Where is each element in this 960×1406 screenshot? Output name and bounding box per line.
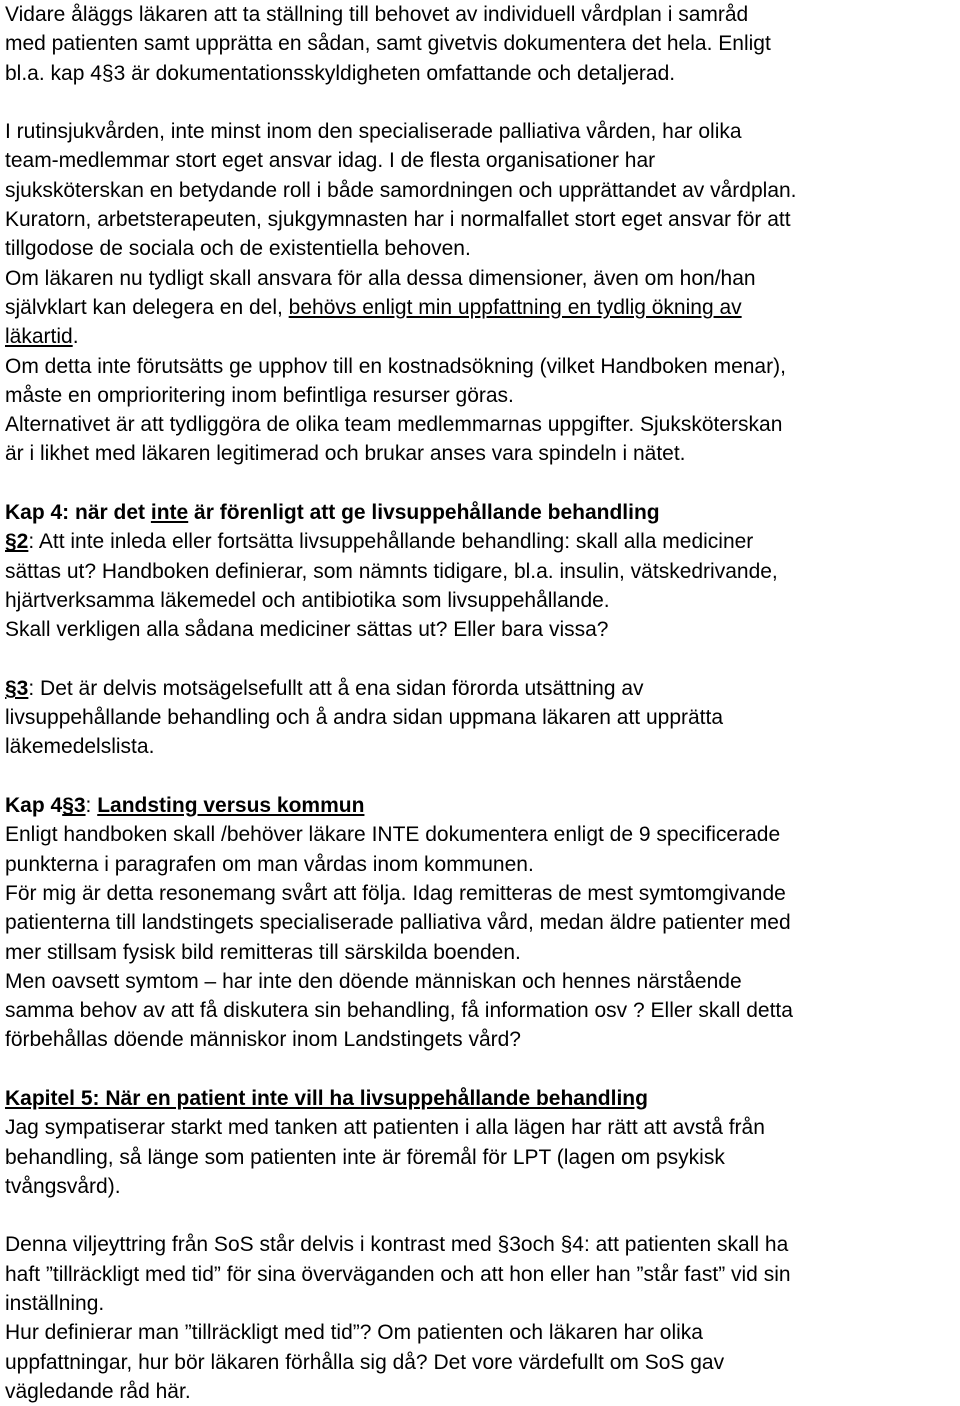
text-segment: . bbox=[72, 325, 79, 349]
text-segment: §3 bbox=[62, 794, 86, 818]
text-segment: Jag sympatiserar starkt med tanken att patienten i alla lägen har rätt att avstå från bbox=[5, 1116, 765, 1140]
text-segment: Hur definierar man ”tillräckligt med tid”? Om patienten och läkaren har olika bbox=[5, 1321, 703, 1345]
text-segment: Om detta inte förutsätts ge upphov till en kostnadsökning (vilket Handboken menar), bbox=[5, 354, 786, 378]
text-line bbox=[5, 586, 957, 615]
text-line bbox=[5, 703, 957, 732]
text-line bbox=[5, 29, 957, 58]
text-segment: livsuppehållande behandling och å andra sidan uppmana läkaren att upprätta bbox=[5, 706, 724, 730]
text-line bbox=[5, 732, 957, 761]
text-segment: läkartid bbox=[5, 325, 73, 349]
text-line bbox=[5, 1143, 957, 1172]
text-line bbox=[5, 557, 957, 586]
text-segment: Kap 4 bbox=[5, 794, 63, 818]
text-line bbox=[5, 410, 957, 439]
text-line bbox=[5, 1318, 957, 1347]
text-segment: tvångsvård). bbox=[5, 1174, 121, 1198]
text-segment: : Att inte inleda eller fortsätta livsuppehållande behandling: skall alla mediciner bbox=[28, 530, 754, 554]
text-segment: Skall verkligen alla sådana mediciner sättas ut? Eller bara vissa? bbox=[5, 618, 609, 642]
text-segment: Om läkaren nu tydligt skall ansvara för alla dessa dimensioner, även om hon/han bbox=[5, 266, 756, 290]
text-line bbox=[5, 146, 957, 175]
text-line bbox=[5, 996, 957, 1025]
text-segment: Kapitel 5: När en patient inte vill ha livsuppehållande behandling bbox=[5, 1086, 648, 1110]
text-segment: behandling, så länge som patienten inte är föremål för LPT (lagen om psykisk bbox=[5, 1145, 725, 1169]
text-segment: måste en omprioritering inom befintliga resurser göras. bbox=[5, 383, 514, 407]
text-block-p1 bbox=[5, 0, 957, 88]
text-segment: vägledande råd här. bbox=[5, 1379, 191, 1403]
paragraph-gap bbox=[5, 645, 957, 674]
text-segment: Denna viljeyttring från SoS står delvis i kontrast med §3och §4: att patienten skall ha bbox=[5, 1233, 789, 1257]
text-line bbox=[5, 264, 957, 293]
text-segment: Men oavsett symtom – har inte den döende människan och hennes närstående bbox=[5, 969, 742, 993]
text-line bbox=[5, 1025, 957, 1054]
text-line bbox=[5, 117, 957, 146]
text-line bbox=[5, 820, 957, 849]
text-line bbox=[5, 439, 957, 468]
text-segment: förbehållas döende människor inom Landstingets vård? bbox=[5, 1028, 521, 1052]
text-segment: uppfattningar, hur bör läkaren förhålla sig då? Det vore värdefullt om SoS gav bbox=[5, 1350, 725, 1374]
text-segment: självklart kan delegera en del, bbox=[5, 295, 289, 319]
text-segment: med patienten samt upprätta en sådan, samt givetvis dokumentera det hela. Enligt bbox=[5, 32, 771, 56]
paragraph-gap bbox=[5, 1055, 957, 1084]
text-line bbox=[5, 322, 957, 351]
text-line bbox=[5, 59, 957, 88]
text-line bbox=[5, 938, 957, 967]
text-line bbox=[5, 0, 957, 29]
text-segment: punkterna i paragrafen om man vårdas inom kommunen. bbox=[5, 852, 534, 876]
text-segment: team-medlemmar stort eget ansvar idag. I de flesta organisationer har bbox=[5, 149, 656, 173]
text-segment: Kap 4: när det bbox=[5, 501, 151, 525]
text-segment: bl.a. kap 4§3 är dokumentationsskyldigheten omfattande och detaljerad. bbox=[5, 61, 676, 85]
text-segment: För mig är detta resonemang svårt att följa. Idag remitteras de mest symtomgivande bbox=[5, 881, 786, 905]
text-line bbox=[5, 381, 957, 410]
text-segment: sättas ut? Handboken definierar, som nämnts tidigare, bl.a. insulin, vätskedrivande, bbox=[5, 559, 778, 583]
text-segment: Alternativet är att tydliggöra de olika team medlemmarnas uppgifter. Sjuksköterskan bbox=[5, 413, 783, 437]
text-segment: I rutinsjukvården, inte minst inom den specialiserade palliativa vården, har olika bbox=[5, 120, 742, 144]
text-segment: inte bbox=[150, 501, 189, 525]
text-block-p2 bbox=[5, 117, 957, 469]
text-segment: Landsting versus kommun bbox=[97, 794, 365, 818]
text-segment: haft ”tillräckligt med tid” för sina överväganden och att hon eller han ”står fast” vid sin bbox=[5, 1262, 791, 1286]
text-line bbox=[5, 879, 957, 908]
text-line bbox=[5, 352, 957, 381]
text-line bbox=[5, 615, 957, 644]
text-line bbox=[5, 176, 957, 205]
paragraph-gap bbox=[5, 762, 957, 791]
text-line bbox=[5, 1377, 957, 1406]
text-segment: mer stillsam fysisk bild remitteras till särskilda boenden. bbox=[5, 940, 521, 964]
text-segment: : bbox=[85, 794, 98, 818]
paragraph-gap bbox=[5, 1201, 957, 1230]
text-segment: : Det är delvis motsägelsefullt att å ena sidan förorda utsättning av bbox=[28, 676, 644, 700]
text-segment: samma behov av att få diskutera sin behandling, få information osv ? Eller skall detta bbox=[5, 999, 793, 1023]
text-line bbox=[5, 498, 957, 527]
document-page bbox=[5, 0, 957, 1406]
text-line bbox=[5, 1172, 957, 1201]
text-line bbox=[5, 850, 957, 879]
text-segment: är förenligt att ge livsuppehållande behandling bbox=[188, 501, 660, 525]
text-segment: Vidare åläggs läkaren att ta ställning till behovet av individuell vårdplan i samråd bbox=[5, 3, 749, 26]
text-line bbox=[5, 1289, 957, 1318]
text-line bbox=[5, 293, 957, 322]
text-line bbox=[5, 967, 957, 996]
text-segment: patienterna till landstingets specialiserade palliativa vård, medan äldre patienter med bbox=[5, 911, 791, 935]
text-block-kap5 bbox=[5, 1084, 957, 1201]
text-segment: §3 bbox=[5, 676, 29, 700]
text-line bbox=[5, 234, 957, 263]
text-segment: är i likhet med läkaren legitimerad och brukar anses vara spindeln i nätet. bbox=[5, 442, 686, 466]
text-segment: Enligt handboken skall /behöver läkare INTE dokumentera enligt de 9 specificerade bbox=[5, 823, 781, 847]
text-segment: tillgodose de sociala och de existentiella behoven. bbox=[5, 237, 471, 261]
paragraph-gap bbox=[5, 88, 957, 117]
text-line bbox=[5, 791, 957, 820]
text-segment: §2 bbox=[5, 530, 29, 554]
text-segment: inställning. bbox=[5, 1292, 105, 1316]
text-block-kap4s3 bbox=[5, 791, 957, 1055]
text-segment: behövs enligt min uppfattning en tydlig ökning av bbox=[288, 295, 742, 319]
text-line bbox=[5, 1113, 957, 1142]
text-block-p_last bbox=[5, 1230, 957, 1406]
text-block-s3 bbox=[5, 674, 957, 762]
text-line bbox=[5, 205, 957, 234]
text-segment: hjärtverksamma läkemedel och antibiotika som livsuppehållande. bbox=[5, 588, 610, 612]
text-line bbox=[5, 527, 957, 556]
text-line bbox=[5, 1084, 957, 1113]
text-line bbox=[5, 1260, 957, 1289]
text-line bbox=[5, 1348, 957, 1377]
text-block-kap4 bbox=[5, 498, 957, 644]
text-segment: Kuratorn, arbetsterapeuten, sjukgymnasten har i normalfallet stort eget ansvar för att bbox=[5, 208, 791, 232]
text-line bbox=[5, 908, 957, 937]
text-line bbox=[5, 674, 957, 703]
paragraph-gap bbox=[5, 469, 957, 498]
text-line bbox=[5, 1230, 957, 1259]
text-segment: läkemedelslista. bbox=[5, 735, 155, 759]
text-segment: sjuksköterskan en betydande roll i både samordningen och upprättandet av vårdplan. bbox=[5, 178, 797, 202]
